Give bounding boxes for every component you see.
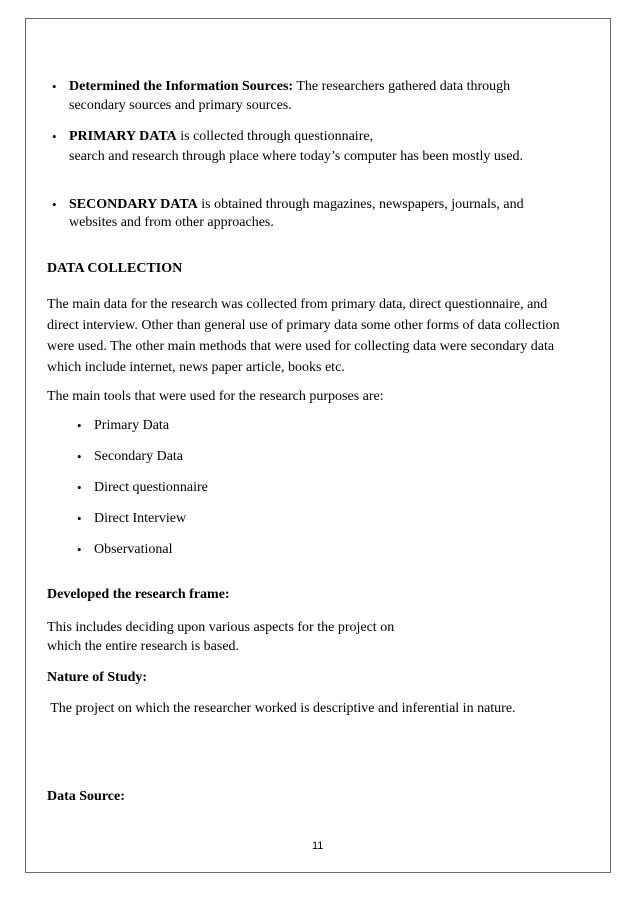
list-item-text: Direct questionnaire <box>94 480 208 495</box>
bullet-marker: • <box>77 511 82 526</box>
paragraph-line: The main data for the research was collected from primary data, direct questionnaire, and <box>47 297 548 312</box>
list-item-text: Direct Interview <box>94 511 187 526</box>
section-heading-research-frame <box>47 584 230 605</box>
heading-text: DATA COLLECTION <box>47 261 183 276</box>
list-item-line: secondary sources and primary sources. <box>69 98 292 113</box>
list-item-line <box>69 76 510 97</box>
bullet-bold-lead: PRIMARY DATA <box>69 129 177 144</box>
paragraph-line: which include internet, news paper article, books etc. <box>47 360 345 375</box>
heading-text: Developed the research frame: <box>47 587 230 602</box>
heading-text: Nature of Study: <box>47 670 148 685</box>
paragraph-line: direct interview. Other than general use of primary data some other forms of data collection <box>47 318 560 333</box>
heading-text: Data Source: <box>47 789 125 804</box>
list-item-text: Observational <box>94 542 173 557</box>
bullet-marker: • <box>77 418 82 433</box>
bullet-text: is collected through questionnaire, <box>176 129 374 144</box>
bullet-marker: • <box>77 542 82 557</box>
paragraph-line: which the entire research is based. <box>47 639 240 654</box>
bullet-marker: • <box>77 480 82 495</box>
list-item-line <box>69 126 373 147</box>
bullet-marker: • <box>77 449 82 464</box>
paragraph-line: This includes deciding upon various aspects for the project on <box>47 620 395 635</box>
bullet-marker: • <box>52 79 57 94</box>
bullet-marker: • <box>52 197 57 212</box>
paragraph-line: The project on which the researcher worked is descriptive and inferential in nature. <box>47 701 516 716</box>
list-item-line: search and research through place where today’s computer has been mostly used. <box>69 149 524 164</box>
bullet-bold-lead: Determined the Information Sources: <box>69 79 294 94</box>
list-item-text: Secondary Data <box>94 449 184 464</box>
section-heading-data-source <box>47 786 125 807</box>
list-item-line: websites and from other approaches. <box>69 215 274 230</box>
bullet-marker: • <box>52 129 57 144</box>
bullet-text: is obtained through magazines, newspapers, journals, and <box>197 197 524 212</box>
tools-intro: The main tools that were used for the research purposes are: <box>47 389 384 404</box>
list-item-text: Primary Data <box>94 418 170 433</box>
page-number: 11 <box>312 840 324 852</box>
section-heading-data-collection <box>47 258 182 279</box>
bullet-bold-lead: SECONDARY DATA <box>69 197 198 212</box>
paragraph-line: were used. The other main methods that were used for collecting data were secondary data <box>47 339 555 354</box>
section-heading-nature-of-study <box>47 667 147 688</box>
bullet-text: The researchers gathered data through <box>293 79 511 94</box>
